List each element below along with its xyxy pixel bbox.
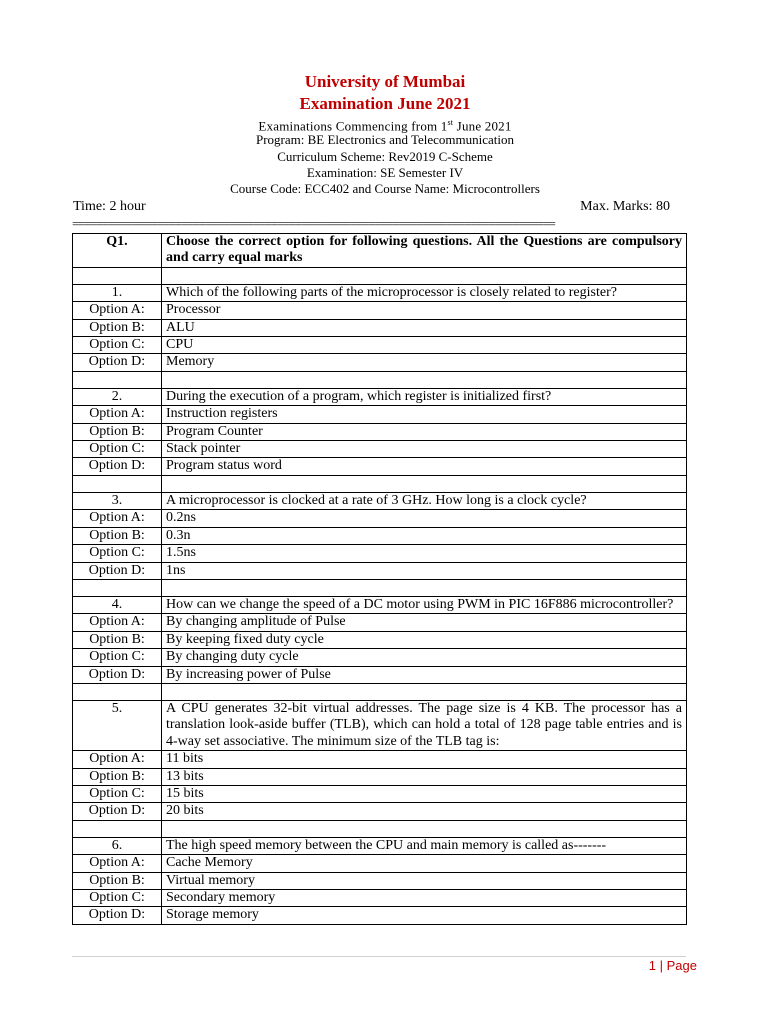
commencing-sup: st <box>447 118 454 127</box>
max-marks-label: Max. Marks: 80 <box>580 199 670 214</box>
option-label: Option B: <box>73 768 162 785</box>
option-label: Option D: <box>73 458 162 475</box>
option-label: Option B: <box>73 527 162 544</box>
blank-cell <box>73 820 162 837</box>
option-row <box>73 855 687 872</box>
option-row <box>73 649 687 666</box>
blank-row <box>73 683 687 700</box>
option-text: By changing duty cycle <box>162 649 687 666</box>
blank-cell <box>73 683 162 700</box>
option-label: Option D: <box>73 803 162 820</box>
curriculum-line: Curriculum Scheme: Rev2019 C-Scheme <box>277 149 493 164</box>
option-label: Option B: <box>73 631 162 648</box>
blank-row <box>73 579 687 596</box>
option-row <box>73 751 687 768</box>
option-row <box>73 803 687 820</box>
question-table <box>72 233 687 925</box>
question-text: During the execution of a program, which register is initialized first? <box>162 388 687 405</box>
blank-cell <box>162 579 687 596</box>
option-text: 20 bits <box>162 803 687 820</box>
commencing-suffix: June 2021 <box>453 118 512 134</box>
section-header-row <box>73 234 687 268</box>
option-label: Option A: <box>73 406 162 423</box>
option-row <box>73 785 687 802</box>
option-label: Option C: <box>73 785 162 802</box>
option-text: Instruction registers <box>162 406 687 423</box>
option-label: Option C: <box>73 337 162 354</box>
option-row <box>73 562 687 579</box>
option-text: Secondary memory <box>162 890 687 907</box>
option-text: By keeping fixed duty cycle <box>162 631 687 648</box>
question-row <box>73 492 687 509</box>
blank-cell <box>162 371 687 388</box>
blank-cell <box>73 371 162 388</box>
option-row <box>73 872 687 889</box>
option-row <box>73 441 687 458</box>
option-label: Option A: <box>73 302 162 319</box>
option-row <box>73 666 687 683</box>
option-row <box>73 510 687 527</box>
question-number: 3. <box>73 492 162 509</box>
option-text: 11 bits <box>162 751 687 768</box>
program-line: Program: BE Electronics and Telecommunication <box>255 132 515 147</box>
option-label: Option B: <box>73 423 162 440</box>
question-text: How can we change the speed of a DC motor using PWM in PIC 16F886 microcontroller? <box>162 596 687 613</box>
option-row <box>73 614 687 631</box>
question-text: A CPU generates 32-bit virtual addresses. The page size is 4 KB. The processor has a translation look-aside buffer (TLB), which can hold a total of 128 page table entries and is 4-way set associative. The minimum size of the TLB tag is: <box>162 700 687 750</box>
option-row <box>73 302 687 319</box>
option-label: Option A: <box>73 614 162 631</box>
option-row <box>73 545 687 562</box>
option-label: Option D: <box>73 354 162 371</box>
examination-line: Examination: SE Semester IV <box>306 165 464 180</box>
course-line: Course Code: ECC402 and Course Name: Microcontrollers <box>230 181 540 196</box>
option-label: Option D: <box>73 562 162 579</box>
option-label: Option C: <box>73 441 162 458</box>
question-row <box>73 284 687 301</box>
blank-cell <box>162 267 687 284</box>
blank-row <box>73 267 687 284</box>
option-text: 1ns <box>162 562 687 579</box>
option-text: Stack pointer <box>162 441 687 458</box>
question-number: 1. <box>73 284 162 301</box>
option-label: Option D: <box>73 907 162 924</box>
option-label: Option A: <box>73 510 162 527</box>
question-text: The high speed memory between the CPU and main memory is called as------- <box>162 837 687 854</box>
option-row <box>73 406 687 423</box>
section-instruction: Choose the correct option for following questions. All the Questions are compulsory and carry equal marks <box>162 234 687 268</box>
university-title: University of Mumbai <box>304 72 466 91</box>
option-row <box>73 907 687 924</box>
blank-row <box>73 371 687 388</box>
option-text: By increasing power of Pulse <box>162 666 687 683</box>
option-text: Program status word <box>162 458 687 475</box>
blank-row <box>73 820 687 837</box>
option-text: 0.2ns <box>162 510 687 527</box>
time-marks-bar <box>73 199 670 215</box>
question-row <box>73 700 687 750</box>
option-row <box>73 458 687 475</box>
option-row <box>73 423 687 440</box>
separator-rule: ================================================================================ <box>72 217 555 231</box>
option-label: Option A: <box>73 751 162 768</box>
option-label: Option C: <box>73 545 162 562</box>
question-row <box>73 596 687 613</box>
option-text: Program Counter <box>162 423 687 440</box>
option-row <box>73 354 687 371</box>
option-label: Option C: <box>73 649 162 666</box>
option-text: Cache Memory <box>162 855 687 872</box>
blank-cell <box>73 475 162 492</box>
option-row <box>73 890 687 907</box>
option-row <box>73 337 687 354</box>
blank-cell <box>162 683 687 700</box>
option-text: CPU <box>162 337 687 354</box>
option-text: Memory <box>162 354 687 371</box>
blank-cell <box>73 267 162 284</box>
question-row <box>73 837 687 854</box>
question-number: 2. <box>73 388 162 405</box>
option-text: 15 bits <box>162 785 687 802</box>
page-number: 1 | Page <box>648 958 697 973</box>
option-label: Option B: <box>73 319 162 336</box>
footer-divider <box>72 956 686 957</box>
option-text: Virtual memory <box>162 872 687 889</box>
option-text: 1.5ns <box>162 545 687 562</box>
question-number: 4. <box>73 596 162 613</box>
option-text: ALU <box>162 319 687 336</box>
option-row <box>73 768 687 785</box>
commencing-prefix: Examinations Commencing from 1 <box>258 118 448 134</box>
question-text: A microprocessor is clocked at a rate of 3 GHz. How long is a clock cycle? <box>162 492 687 509</box>
question-number: 5. <box>73 700 162 750</box>
option-text: 13 bits <box>162 768 687 785</box>
exam-title: Examination June 2021 <box>299 94 471 113</box>
option-label: Option A: <box>73 855 162 872</box>
section-label: Q1. <box>73 234 162 268</box>
blank-cell <box>73 579 162 596</box>
question-table-body <box>73 234 687 925</box>
option-row <box>73 527 687 544</box>
question-text: Which of the following parts of the microprocessor is closely related to register? <box>162 284 687 301</box>
time-label: Time: 2 hour <box>73 199 146 214</box>
option-text: By changing amplitude of Pulse <box>162 614 687 631</box>
blank-cell <box>162 820 687 837</box>
option-text: Storage memory <box>162 907 687 924</box>
question-row <box>73 388 687 405</box>
option-text: 0.3n <box>162 527 687 544</box>
option-text: Processor <box>162 302 687 319</box>
option-label: Option D: <box>73 666 162 683</box>
option-row <box>73 319 687 336</box>
question-number: 6. <box>73 837 162 854</box>
option-row <box>73 631 687 648</box>
option-label: Option C: <box>73 890 162 907</box>
blank-cell <box>162 475 687 492</box>
option-label: Option B: <box>73 872 162 889</box>
blank-row <box>73 475 687 492</box>
